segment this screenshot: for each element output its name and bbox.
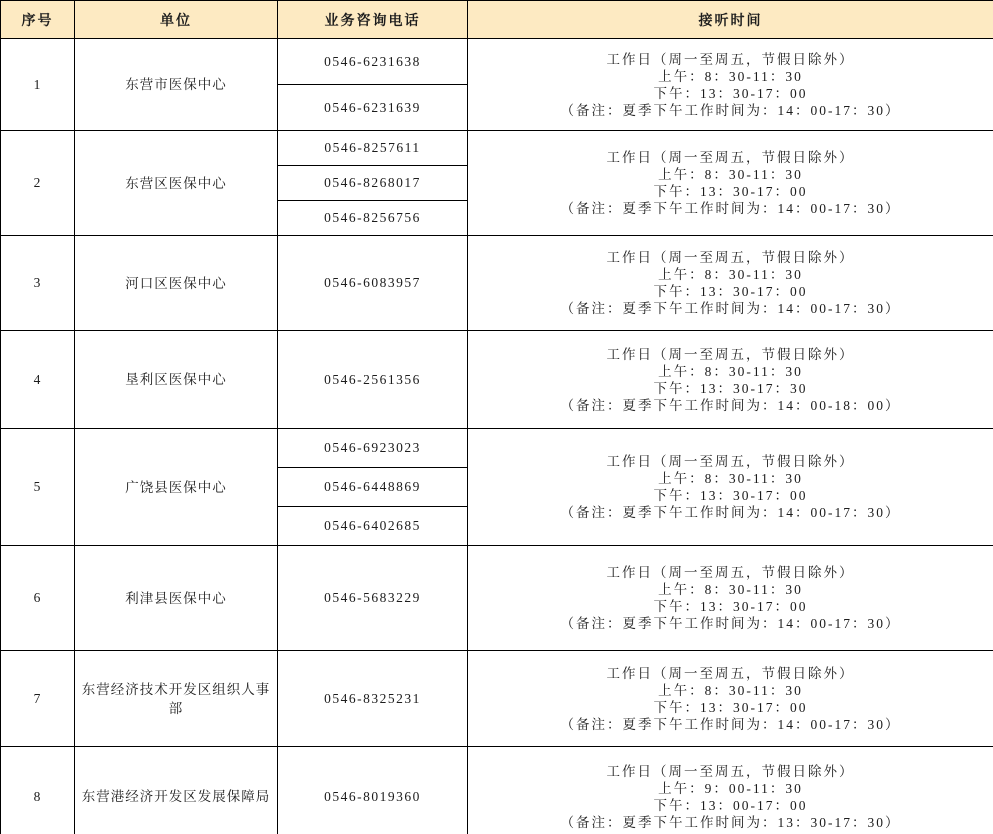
col-header-hours: 接听时间 bbox=[468, 1, 993, 39]
phone-number-cell: 0546-8257611 bbox=[278, 131, 468, 166]
answer-hours-cell bbox=[468, 546, 993, 651]
answer-hours-line: 工作日（周一至周五，节假日除外） bbox=[606, 150, 855, 165]
row-index-cell: 2 bbox=[1, 131, 75, 236]
answer-hours-line: 工作日（周一至周五，节假日除外） bbox=[606, 763, 855, 779]
unit-name-cell: 利津县医保中心 bbox=[75, 546, 278, 651]
unit-name-cell: 东营港经济开发区发展保障局 bbox=[75, 747, 278, 834]
unit-name-cell: 广饶县医保中心 bbox=[75, 429, 278, 546]
answer-hours-line: 上午：8：30-11：30 bbox=[658, 682, 803, 698]
answer-hours-line: 工作日（周一至周五，节假日除外） bbox=[606, 250, 855, 265]
row-index-cell: 3 bbox=[1, 236, 75, 331]
answer-hours-line: 下午：13：30-17：00 bbox=[653, 184, 808, 199]
answer-hours-line: （备注：夏季下午工作时间为：14：00-18：00） bbox=[560, 397, 901, 413]
unit-name-cell: 河口区医保中心 bbox=[75, 236, 278, 331]
answer-hours-line: 上午：8：30-11：30 bbox=[658, 471, 803, 486]
phone-number-cell: 0546-8019360 bbox=[278, 747, 468, 834]
row-index-cell: 6 bbox=[1, 546, 75, 651]
phone-number-cell: 0546-6231639 bbox=[278, 85, 468, 131]
answer-hours-line: 上午：8：30-11：30 bbox=[658, 167, 803, 182]
phone-number-cell: 0546-2561356 bbox=[278, 331, 468, 429]
answer-hours-cell bbox=[468, 131, 993, 236]
col-header-phone: 业务咨询电话 bbox=[278, 1, 468, 39]
answer-hours-line: 上午：8：30-11：30 bbox=[658, 267, 803, 282]
answer-hours-cell bbox=[468, 651, 993, 747]
table-row bbox=[1, 131, 993, 166]
phone-number-cell: 0546-6231638 bbox=[278, 39, 468, 85]
table-row bbox=[1, 651, 993, 747]
phone-number-cell: 0546-6402685 bbox=[278, 507, 468, 546]
row-index-cell: 1 bbox=[1, 39, 75, 131]
answer-hours-line: 工作日（周一至周五，节假日除外） bbox=[606, 665, 855, 681]
unit-name-cell: 东营区医保中心 bbox=[75, 131, 278, 236]
phone-number-cell: 0546-6923023 bbox=[278, 429, 468, 468]
answer-hours-line: （备注：夏季下午工作时间为：14：00-17：30） bbox=[560, 716, 901, 732]
table-row bbox=[1, 546, 993, 651]
answer-hours-line: （备注：夏季下午工作时间为：14：00-17：30） bbox=[560, 201, 901, 216]
answer-hours-cell bbox=[468, 236, 993, 331]
row-index-cell: 4 bbox=[1, 331, 75, 429]
col-header-index: 序号 bbox=[1, 1, 75, 39]
answer-hours-line: 下午：13：30-17：00 bbox=[653, 488, 808, 503]
answer-hours-line: 下午：13：30-17：30 bbox=[653, 380, 808, 396]
answer-hours-line: 下午：13：00-17：00 bbox=[653, 797, 808, 813]
phone-number-cell: 0546-6448869 bbox=[278, 468, 468, 507]
col-header-unit: 单位 bbox=[75, 1, 278, 39]
phone-number-cell: 0546-8268017 bbox=[278, 166, 468, 201]
answer-hours-line: （备注：夏季下午工作时间为：14：00-17：30） bbox=[560, 102, 901, 118]
row-index-cell: 8 bbox=[1, 747, 75, 834]
answer-hours-line: 上午：8：30-11：30 bbox=[658, 68, 803, 84]
answer-hours-line: （备注：夏季下午工作时间为：14：00-17：30） bbox=[560, 616, 901, 631]
answer-hours-line: 上午：8：30-11：30 bbox=[658, 363, 803, 379]
table-row bbox=[1, 747, 993, 834]
phone-number-cell: 0546-5683229 bbox=[278, 546, 468, 651]
phone-number-cell: 0546-6083957 bbox=[278, 236, 468, 331]
answer-hours-line: 工作日（周一至周五，节假日除外） bbox=[606, 454, 855, 469]
unit-name-cell: 垦利区医保中心 bbox=[75, 331, 278, 429]
header-row bbox=[1, 1, 993, 39]
answer-hours-line: 下午：13：30-17：00 bbox=[653, 85, 808, 101]
table-row bbox=[1, 429, 993, 468]
answer-hours-line: 工作日（周一至周五，节假日除外） bbox=[606, 565, 855, 580]
answer-hours-line: 下午：13：30-17：00 bbox=[653, 699, 808, 715]
row-index-cell: 5 bbox=[1, 429, 75, 546]
answer-hours-cell bbox=[468, 747, 993, 834]
row-index-cell: 7 bbox=[1, 651, 75, 747]
answer-hours-line: 工作日（周一至周五，节假日除外） bbox=[606, 346, 855, 362]
phone-number-cell: 0546-8325231 bbox=[278, 651, 468, 747]
answer-hours-line: 上午：9：00-11：30 bbox=[658, 780, 803, 796]
answer-hours-line: 上午：8：30-11：30 bbox=[658, 582, 803, 597]
phone-number-cell: 0546-8256756 bbox=[278, 201, 468, 236]
answer-hours-cell bbox=[468, 39, 993, 131]
table-row bbox=[1, 236, 993, 331]
answer-hours-line: 工作日（周一至周五，节假日除外） bbox=[606, 51, 855, 67]
answer-hours-cell bbox=[468, 331, 993, 429]
table-row bbox=[1, 39, 993, 85]
answer-hours-line: （备注：夏季下午工作时间为：14：00-17：30） bbox=[560, 301, 901, 316]
unit-name-cell: 东营市医保中心 bbox=[75, 39, 278, 131]
answer-hours-cell bbox=[468, 429, 993, 546]
unit-name-cell: 东营经济技术开发区组织人事部 bbox=[75, 651, 278, 747]
answer-hours-line: （备注：夏季下午工作时间为：13：30-17：30） bbox=[560, 814, 901, 830]
table-row bbox=[1, 331, 993, 429]
answer-hours-line: 下午：13：30-17：00 bbox=[653, 284, 808, 299]
answer-hours-line: 下午：13：30-17：00 bbox=[653, 599, 808, 614]
answer-hours-line: （备注：夏季下午工作时间为：14：00-17：30） bbox=[560, 505, 901, 520]
